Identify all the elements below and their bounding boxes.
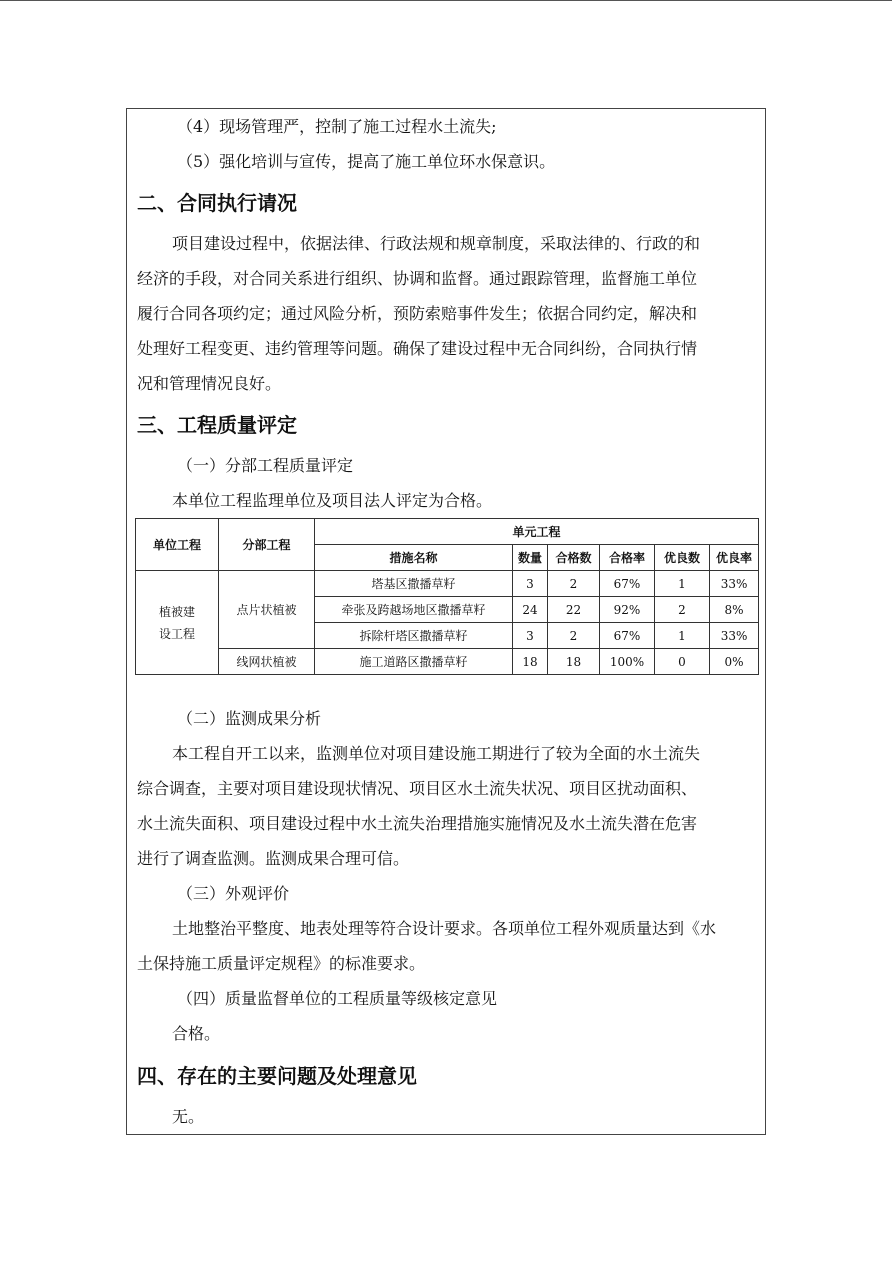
page-top-rule xyxy=(0,0,892,1)
subsection-2-line: 本工程自开工以来，监测单位对项目建设施工期进行了较为全面的水土流失 xyxy=(172,744,701,763)
count-cell: 3 xyxy=(513,623,548,649)
qualified-cell: 18 xyxy=(548,649,600,675)
excellent-cell: 1 xyxy=(655,623,710,649)
header-excellent: 优良数 xyxy=(655,545,710,571)
subsection-2-line: 综合调查，主要对项目建设现状情况、项目区水土流失状况、项目区扰动面积、 xyxy=(137,779,698,798)
subsection-3-line: 土地整治平整度、地表处理等符合设计要求。各项单位工程外观质量达到《水 xyxy=(172,919,717,938)
section-2-line: 况和管理情况良好。 xyxy=(137,374,282,393)
header-element: 单元工程 xyxy=(315,519,759,545)
subsection-3-title: （三）外观评价 xyxy=(177,884,290,903)
item-5: （5）强化培训与宣传，提高了施工单位环水保意识。 xyxy=(177,152,556,171)
qualified-rate-cell: 92% xyxy=(600,597,655,623)
subsection-4-title: （四）质量监督单位的工程质量等级核定意见 xyxy=(177,989,498,1008)
header-qualified: 合格数 xyxy=(548,545,600,571)
excellent-cell: 2 xyxy=(655,597,710,623)
qualified-rate-cell: 67% xyxy=(600,571,655,597)
measure-cell: 拆除杆塔区撒播草籽 xyxy=(315,623,513,649)
unit-name-cell xyxy=(136,571,219,675)
subsection-4-text: 合格。 xyxy=(172,1024,221,1043)
header-qualified-rate: 合格率 xyxy=(600,545,655,571)
section-2-line: 处理好工程变更、违约管理等问题。确保了建设过程中无合同纠纷，合同执行情 xyxy=(137,339,698,358)
header-excellent-rate: 优良率 xyxy=(710,545,759,571)
section-2-heading: 二、合同执行请况 xyxy=(137,191,297,215)
count-cell: 3 xyxy=(513,571,548,597)
section-2-line: 项目建设过程中，依据法律、行政法规和规章制度，采取法律的、行政的和 xyxy=(172,234,701,253)
header-measure: 措施名称 xyxy=(315,545,513,571)
measure-cell: 塔基区撒播草籽 xyxy=(315,571,513,597)
excellent-cell: 0 xyxy=(655,649,710,675)
measure-cell: 施工道路区撒播草籽 xyxy=(315,649,513,675)
qualified-cell: 2 xyxy=(548,623,600,649)
table-row xyxy=(136,571,759,597)
measure-cell: 牵张及跨越场地区撒播草籽 xyxy=(315,597,513,623)
excellent-rate-cell: 33% xyxy=(710,571,759,597)
header-division: 分部工程 xyxy=(219,519,315,571)
qualified-cell: 2 xyxy=(548,571,600,597)
header-count: 数量 xyxy=(513,545,548,571)
count-cell: 18 xyxy=(513,649,548,675)
header-unit: 单位工程 xyxy=(136,519,219,571)
section-4-heading: 四、存在的主要问题及处理意见 xyxy=(137,1064,417,1088)
section-3-heading: 三、工程质量评定 xyxy=(137,413,297,437)
table-row xyxy=(136,649,759,675)
subsection-2-line: 进行了调查监测。监测成果合理可信。 xyxy=(137,849,410,868)
count-cell: 24 xyxy=(513,597,548,623)
division-cell: 点片状植被 xyxy=(219,571,315,649)
qualified-cell: 22 xyxy=(548,597,600,623)
subsection-1-title: （一）分部工程质量评定 xyxy=(177,456,354,475)
excellent-rate-cell: 0% xyxy=(710,649,759,675)
quality-table xyxy=(135,518,759,675)
subsection-2-line: 水土流失面积、项目建设过程中水土流失治理措施实施情况及水土流失潜在危害 xyxy=(137,814,698,833)
excellent-rate-cell: 8% xyxy=(710,597,759,623)
excellent-cell: 1 xyxy=(655,571,710,597)
excellent-rate-cell: 33% xyxy=(710,623,759,649)
qualified-rate-cell: 67% xyxy=(600,623,655,649)
subsection-3-line: 土保持施工质量评定规程》的标准要求。 xyxy=(137,954,426,973)
division-cell: 线网状植被 xyxy=(219,649,315,675)
qualified-rate-cell: 100% xyxy=(600,649,655,675)
section-2-line: 经济的手段，对合同关系进行组织、协调和监督。通过跟踪管理，监督施工单位 xyxy=(137,269,698,288)
section-4-text: 无。 xyxy=(172,1107,205,1126)
item-4: （4）现场管理严，控制了施工过程水土流失; xyxy=(177,117,497,136)
subsection-2-title: （二）监测成果分析 xyxy=(177,709,322,728)
unit-name-line: 植被建 xyxy=(158,604,195,619)
subsection-1-text: 本单位工程监理单位及项目法人评定为合格。 xyxy=(172,491,493,510)
section-2-line: 履行合同各项约定；通过风险分析，预防索赔事件发生；依据合同约定，解决和 xyxy=(137,304,698,323)
unit-name-line: 设工程 xyxy=(158,626,195,641)
